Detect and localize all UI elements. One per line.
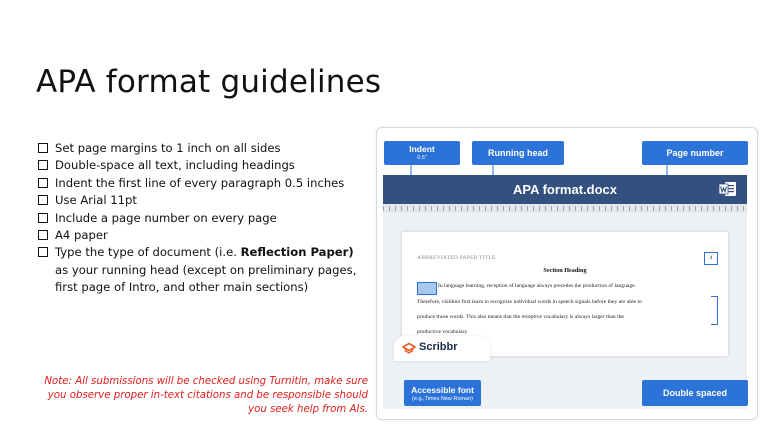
guideline-item [38, 227, 370, 244]
turnitin-note: Note: All submissions will be checked using Turnitin, make sure you observe proper in-text citations and be responsible should you seek help from AIs. [44, 376, 368, 416]
guideline-text: Use Arial 11pt [55, 193, 137, 208]
guideline-text: Set page margins to 1 inch on all sides [55, 141, 281, 155]
ruler [383, 204, 747, 213]
callout-label: Page number [666, 148, 724, 158]
checkbox-icon [38, 247, 48, 257]
guideline-item [38, 157, 370, 174]
word-titlebar [383, 175, 747, 204]
guideline-text: Include a page number on every page [55, 210, 277, 225]
double-spaced-callout [642, 380, 748, 406]
double-spaced-bracket [711, 296, 718, 325]
document-title: APA format.docx [512, 182, 617, 197]
callout-label: Double spaced [662, 388, 727, 398]
accessible-font-callout [404, 380, 481, 406]
guideline-text: Indent the first line of every paragraph 0.5 inches [55, 175, 345, 190]
guideline-suffix: as your running head (except on preliminary pages, first page of Intro, and other main sections) [55, 262, 357, 295]
guideline-item [38, 192, 370, 209]
graduation-cap-icon [402, 342, 416, 354]
guideline-text [55, 245, 356, 294]
body-text-line: produce those words. This also means that the receptive vocabulary is always larger than the [417, 314, 624, 320]
slide-title: APA format guidelines [36, 64, 382, 100]
running-head-text: ABBREVIATED PAPER TITLE [417, 255, 496, 261]
checkbox-icon [38, 230, 48, 240]
callout-sublabel: 0.5" [417, 155, 427, 161]
page-number-callout [642, 141, 748, 165]
body-text-line: In language learning, reception of language always precedes the production of language. [438, 283, 637, 289]
guideline-item [38, 244, 370, 296]
checkbox-icon [38, 195, 48, 205]
indent-marker [417, 282, 437, 295]
callout-label: Indent [409, 144, 435, 154]
callout-sublabel: (e.g.,Times New Roman) [412, 396, 473, 402]
scribbr-logo-text: Scribbr [419, 341, 458, 353]
guideline-bold: Reflection Paper) [240, 245, 354, 260]
guideline-item [38, 140, 370, 157]
callout-label: Running head [488, 148, 548, 158]
guideline-item [38, 210, 370, 227]
body-text-line: productive vocabulary. [417, 329, 469, 335]
guideline-text: A4 paper [55, 228, 108, 243]
word-icon [719, 181, 737, 197]
section-heading: Section Heading [543, 267, 587, 274]
callout-label: Accessible font [411, 385, 474, 395]
checkbox-icon [38, 178, 48, 188]
guideline-text: Double-space all text, including headings [55, 158, 295, 173]
guideline-prefix: Type the type of document (i.e. [55, 245, 241, 260]
word-window [383, 175, 747, 409]
checkbox-icon [38, 213, 48, 223]
scribbr-badge [394, 336, 490, 361]
guideline-list [38, 140, 370, 297]
page-number-box: 4 [704, 252, 718, 265]
indent-callout [384, 141, 460, 165]
guideline-item [38, 175, 370, 192]
checkbox-icon [38, 143, 48, 153]
body-text-line: Therefore, children first learn to recognize individual words in speech signals before they are able to [417, 299, 642, 305]
running-head-callout [472, 141, 564, 165]
checkbox-icon [38, 160, 48, 170]
apa-format-figure [376, 127, 758, 420]
